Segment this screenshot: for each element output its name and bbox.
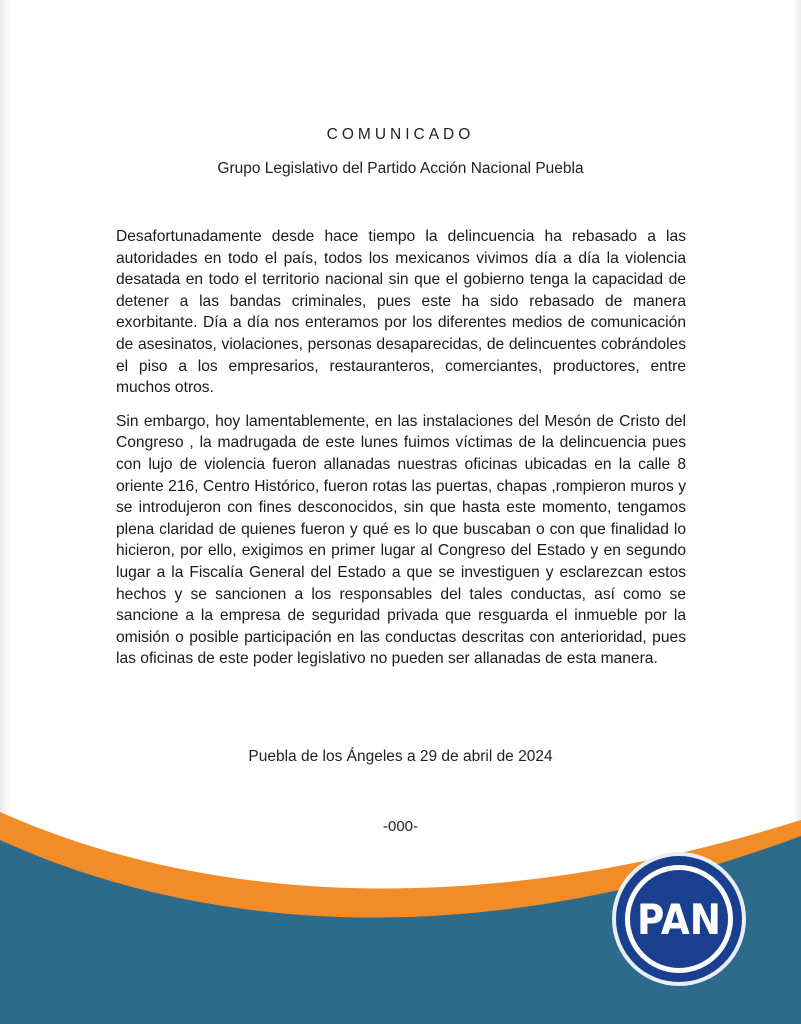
document-subtitle: Grupo Legislativo del Partido Acción Nacional Puebla — [217, 160, 584, 177]
document-title: COMUNICADO — [326, 126, 475, 143]
logo-text: PAN — [637, 895, 721, 944]
paragraph-1: Desafortunadamente desde hace tiempo la delincuencia ha rebasado a las autoridades en todo el país, todos los mexicanos vivimos día a día la violencia desatada en todo el territorio nacional sin que el gobierno tenga la capacidad de detener a las bandas criminales, pues este ha sido rebasado de manera exorbitante. Día a día nos enteramos por los diferentes medios de comunicación de asesinatos, violaciones, personas desaparecidas, de delincuentes cobrándoles el piso a los empresarios, restauranteros, comerciantes, productores, entre muchos otros. — [116, 228, 686, 397]
paragraph-2: Sin embargo, hoy lamentablemente, en las instalaciones del Mesón de Cristo del Congreso , la madrugada de este lunes fuimos víctimas de la delincuencia pues con lujo de violencia fueron allanadas nuestras oficinas ubicadas en la calle 8 oriente 216, Centro Histórico, fueron rotas las puertas, chapas ,rompieron muros y se introdujeron con fines desconocidos, sin que hasta este momento, tengamos plena claridad de quienes fueron y qué es lo que buscaban o con que finalidad lo hicieron, por ello, exigimos en primer lugar al Congreso del Estado y en segundo lugar a la Fiscalía General del Estado a que se investiguen y esclarezcan estos hechos y se sancionen a los responsables del tales conductas, así como se sancione a la empresa de seguridad privada que resguarda el inmueble por la omisión o posible participación en las conductas descritas con anterioridad, pues las oficinas de este poder legislativo no pueden ser allanadas de esta manera. — [116, 412, 686, 668]
pan-logo — [610, 850, 748, 988]
document-body — [116, 226, 686, 682]
closing-separator: -000- — [382, 818, 419, 835]
place-and-date: Puebla de los Ángeles a 29 de abril de 2024 — [248, 748, 553, 765]
